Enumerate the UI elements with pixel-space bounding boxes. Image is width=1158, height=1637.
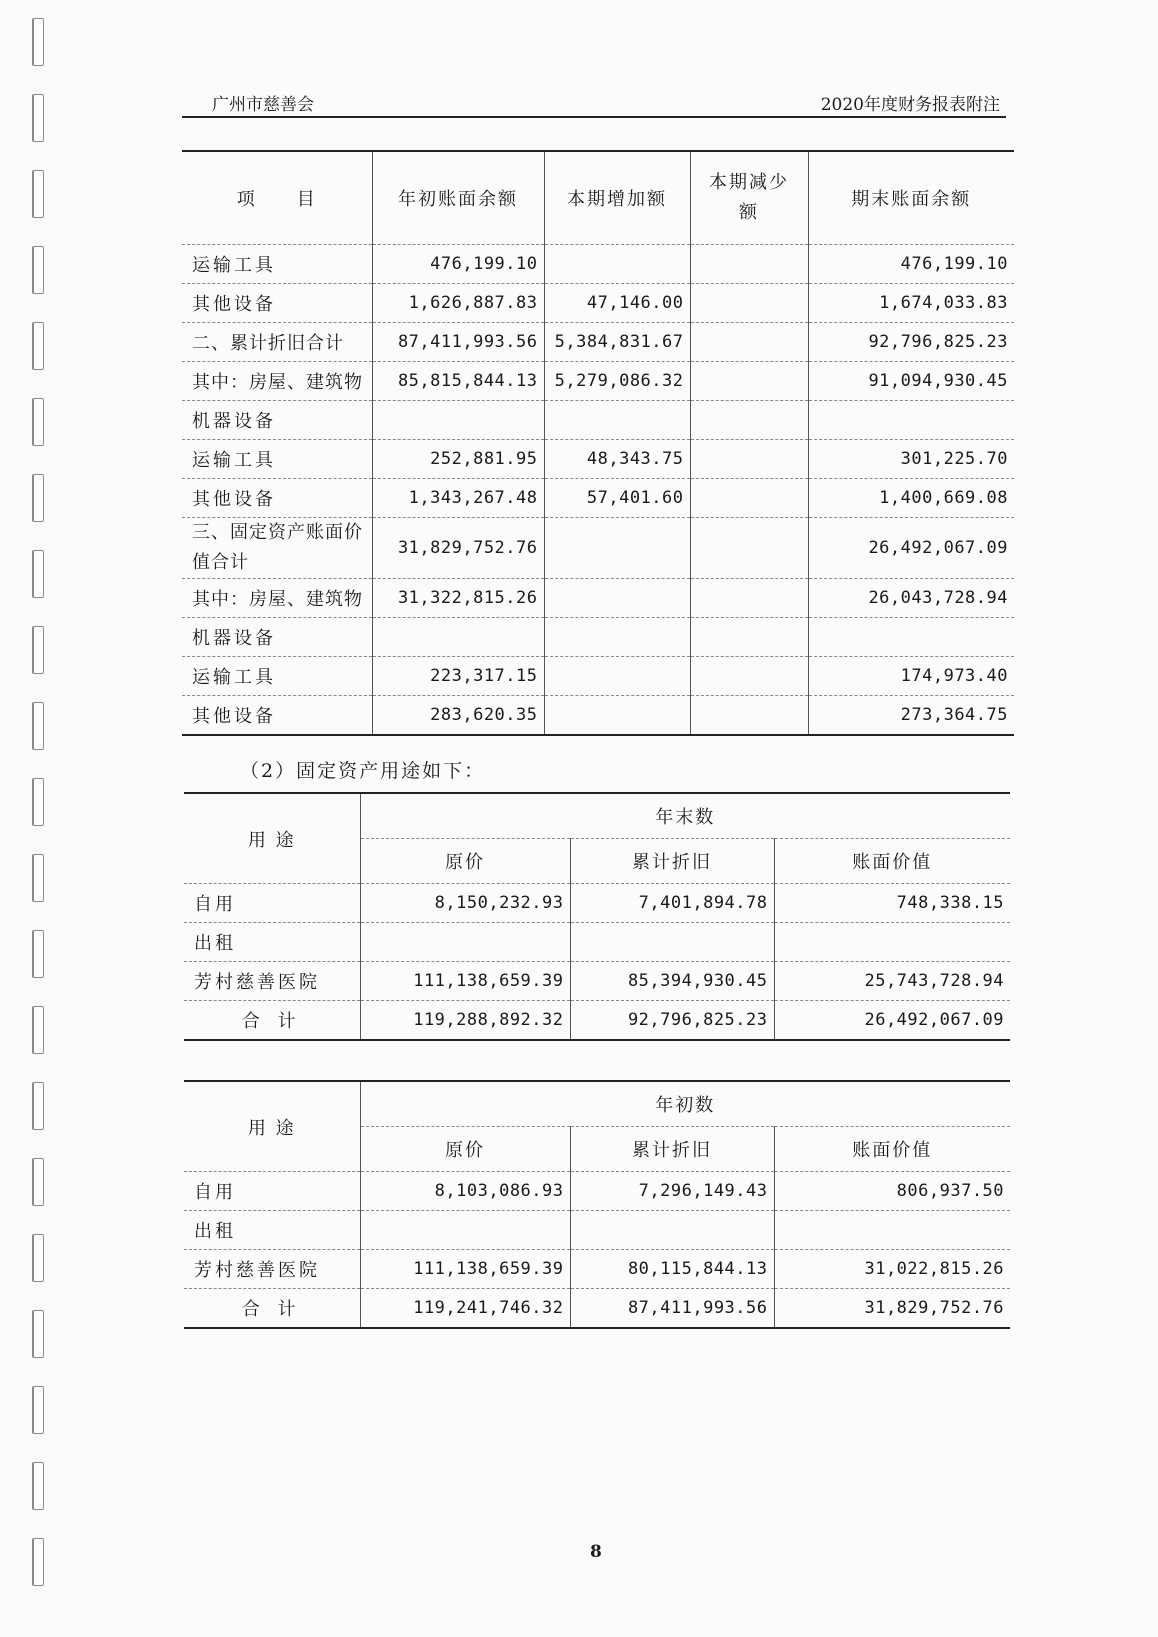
cell-value: 748,338.15 [774,884,1010,923]
col-header: 本期减少额 [690,151,808,245]
cell-value: 26,492,067.09 [774,1001,1010,1041]
cell-value: 119,288,892.32 [360,1001,570,1041]
cell-value: 31,829,752.76 [372,518,544,579]
cell-value: 8,103,086.93 [360,1172,570,1211]
cell-value: 87,411,993.56 [372,323,544,362]
col-header: 账面价值 [774,1127,1010,1172]
cell-value [544,518,690,579]
cell-value [690,401,808,440]
binding-hole [32,1462,44,1510]
cell-value: 31,322,815.26 [372,579,544,618]
row-label: 机器设备 [182,618,372,657]
table-header-row [184,793,1010,839]
cell-value: 5,384,831.67 [544,323,690,362]
col-header-usage: 用 途 [184,1081,360,1172]
col-header: 原价 [360,1127,570,1172]
binding-hole [32,1006,44,1054]
usage-year-begin-table [184,1080,1010,1329]
row-label: 运输工具 [182,245,372,284]
cell-value: 26,043,728.94 [808,579,1014,618]
cell-value: 92,796,825.23 [570,1001,774,1041]
binding-hole [32,1158,44,1206]
cell-value: 80,115,844.13 [570,1250,774,1289]
binding-hole [32,1082,44,1130]
binding-hole [32,322,44,370]
header-organization: 广州市慈善会 [212,95,314,115]
table-row [184,962,1010,1001]
col-group-header: 年初数 [360,1081,1010,1127]
fixed-assets-table [182,150,1014,736]
col-header: 年初账面余额 [372,151,544,245]
cell-value: 48,343.75 [544,440,690,479]
cell-value: 119,241,746.32 [360,1289,570,1329]
cell-value [690,657,808,696]
binding-hole [32,398,44,446]
cell-value: 87,411,993.56 [570,1289,774,1329]
cell-value: 85,815,844.13 [372,362,544,401]
cell-value: 476,199.10 [808,245,1014,284]
binding-hole [32,702,44,750]
cell-value [360,923,570,962]
cell-value: 273,364.75 [808,696,1014,736]
table-row [182,518,1014,579]
cell-value: 57,401.60 [544,479,690,518]
table-row [182,696,1014,736]
cell-value [544,245,690,284]
cell-value: 31,829,752.76 [774,1289,1010,1329]
col-header: 累计折旧 [570,839,774,884]
binding-hole [32,1234,44,1282]
binding-hole [32,246,44,294]
table-row [184,884,1010,923]
row-label: 机器设备 [182,401,372,440]
col-header: 原价 [360,839,570,884]
row-label: 自用 [184,884,360,923]
table-row [182,440,1014,479]
row-label: 出租 [184,1211,360,1250]
cell-value: 26,492,067.09 [808,518,1014,579]
table-row [182,284,1014,323]
binding-hole [32,18,44,66]
cell-value [544,657,690,696]
cell-value [690,245,808,284]
page-header [182,90,1006,118]
cell-value: 7,401,894.78 [570,884,774,923]
cell-value: 7,296,149.43 [570,1172,774,1211]
row-label: 其中：房屋、建筑物 [182,579,372,618]
cell-value: 301,225.70 [808,440,1014,479]
cell-value: 91,094,930.45 [808,362,1014,401]
cell-value [544,696,690,736]
cell-value [690,362,808,401]
cell-value [690,696,808,736]
cell-value [372,401,544,440]
row-label: 自用 [184,1172,360,1211]
binding-holes [28,0,52,1637]
table-row [182,618,1014,657]
row-label: 芳村慈善医院 [184,1250,360,1289]
table-total-row [184,1289,1010,1329]
row-label: 其他设备 [182,284,372,323]
col-group-header: 年末数 [360,793,1010,839]
cell-value: 92,796,825.23 [808,323,1014,362]
table-row [184,923,1010,962]
table-total-row [184,1001,1010,1041]
cell-value [690,618,808,657]
table-row [182,401,1014,440]
binding-hole [32,1386,44,1434]
row-label: 三、固定资产账面价值合计 [182,518,372,579]
table-row [184,1172,1010,1211]
cell-value: 85,394,930.45 [570,962,774,1001]
cell-value [808,618,1014,657]
binding-hole [32,550,44,598]
table-row [182,245,1014,284]
cell-value [690,440,808,479]
binding-hole [32,1538,44,1586]
cell-value: 476,199.10 [372,245,544,284]
table-row [182,479,1014,518]
table-row [182,657,1014,696]
cell-value: 1,626,887.83 [372,284,544,323]
row-label: 其中：房屋、建筑物 [182,362,372,401]
row-label: 合 计 [184,1001,360,1041]
cell-value [570,923,774,962]
cell-value: 111,138,659.39 [360,1250,570,1289]
binding-hole [32,778,44,826]
cell-value: 283,620.35 [372,696,544,736]
table-row [182,362,1014,401]
cell-value [690,479,808,518]
table-header-row [184,1081,1010,1127]
cell-value: 252,881.95 [372,440,544,479]
usage-year-end-table [184,792,1010,1041]
binding-hole [32,1310,44,1358]
row-label: 其他设备 [182,696,372,736]
cell-value [774,923,1010,962]
cell-value: 111,138,659.39 [360,962,570,1001]
table-row [182,579,1014,618]
cell-value [808,401,1014,440]
cell-value: 8,150,232.93 [360,884,570,923]
table-row [182,323,1014,362]
page-number: 8 [590,1542,602,1562]
row-label: 合 计 [184,1289,360,1329]
cell-value [690,323,808,362]
table-row [184,1250,1010,1289]
cell-value: 1,343,267.48 [372,479,544,518]
cell-value: 1,674,033.83 [808,284,1014,323]
cell-value: 5,279,086.32 [544,362,690,401]
cell-value: 223,317.15 [372,657,544,696]
row-label: 出租 [184,923,360,962]
row-label: 二、累计折旧合计 [182,323,372,362]
col-header: 账面价值 [774,839,1010,884]
cell-value [544,401,690,440]
table-row [184,1211,1010,1250]
binding-hole [32,94,44,142]
cell-value [544,579,690,618]
row-label: 运输工具 [182,440,372,479]
col-header: 期末账面余额 [808,151,1014,245]
cell-value [690,518,808,579]
cell-value [690,284,808,323]
cell-value [372,618,544,657]
header-title: 2020年度财务报表附注 [820,95,1000,115]
cell-value [360,1211,570,1250]
binding-hole [32,626,44,674]
cell-value [774,1211,1010,1250]
row-label: 其他设备 [182,479,372,518]
cell-value: 1,400,669.08 [808,479,1014,518]
cell-value: 31,022,815.26 [774,1250,1010,1289]
section-caption: （2）固定资产用途如下： [240,760,486,782]
row-label: 芳村慈善医院 [184,962,360,1001]
col-header: 本期增加额 [544,151,690,245]
binding-hole [32,930,44,978]
cell-value [690,579,808,618]
table-header-row [182,151,1014,245]
row-label: 运输工具 [182,657,372,696]
col-header: 项 目 [182,151,372,245]
binding-hole [32,474,44,522]
col-header-usage: 用 途 [184,793,360,884]
cell-value: 25,743,728.94 [774,962,1010,1001]
col-header: 累计折旧 [570,1127,774,1172]
cell-value: 47,146.00 [544,284,690,323]
cell-value [570,1211,774,1250]
binding-hole [32,854,44,902]
cell-value: 806,937.50 [774,1172,1010,1211]
cell-value: 174,973.40 [808,657,1014,696]
binding-hole [32,170,44,218]
cell-value [544,618,690,657]
